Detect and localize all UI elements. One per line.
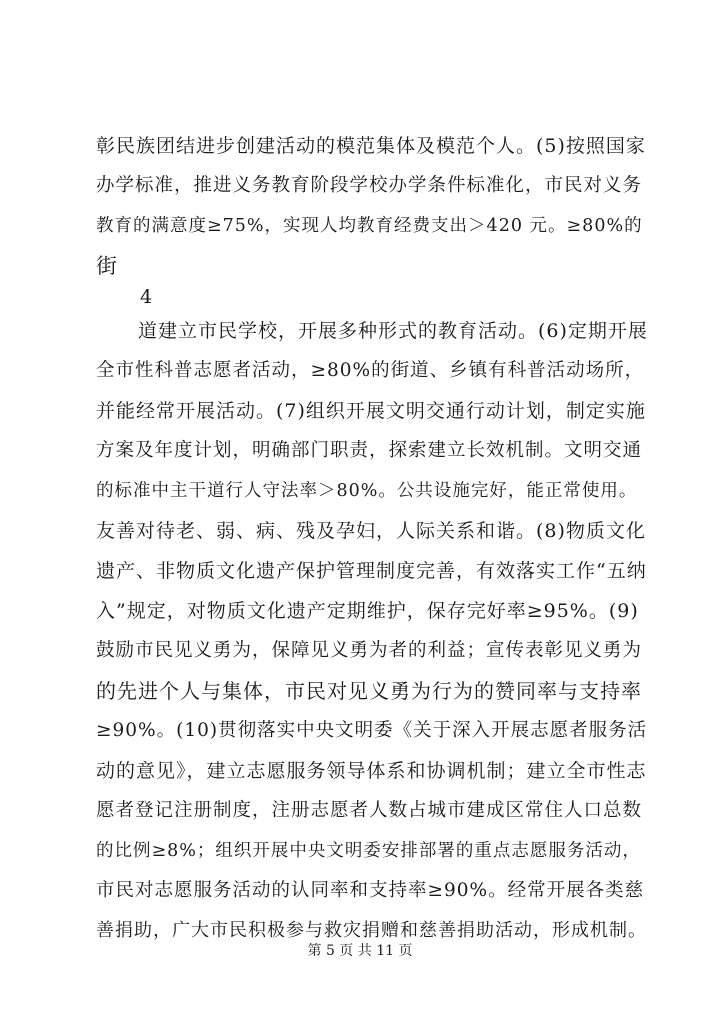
text-line: 的比例≥8%；组织开展中央文明委安排部署的重点志愿服务活动， <box>96 841 641 861</box>
text-line: 彰民族团结进步创建活动的模范集体及模范个人。(5)按照国家 <box>96 135 646 157</box>
text-line: 的标准中主干道行人守法率＞80%。公共设施完好，能正常使用。 <box>96 481 638 501</box>
text-line: 道建立市民学校，开展多种形式的教育活动。(6)定期开展 <box>138 320 648 342</box>
text-line: 遗产、非物质文化遗产保护管理制度完善，有效落实工作“五纳 <box>96 560 647 582</box>
text-line: 街 <box>96 254 118 278</box>
text-line: 市民对志愿服务活动的认同率和支持率≥90%。经常开展各类慈 <box>96 880 645 901</box>
page-marker: 4 <box>140 286 153 308</box>
text-line: 全市性科普志愿者活动，≥80%的街道、乡镇有科普活动场所， <box>96 360 645 381</box>
text-line: 教育的满意度≥75%，实现人均教育经费支出＞420 元。≥80%的 <box>96 216 643 236</box>
text-line: 办学标准，推进义务教育阶段学校办学条件标准化，市民对义务 <box>96 175 643 196</box>
text-line: 善捐助，广大市民积极参与救灾捐赠和慈善捐助活动，形成机制。 <box>96 920 647 941</box>
text-line: 动的意见》，建立志愿服务领导体系和协调机制；建立全市性志 <box>96 760 647 782</box>
page-footer: 第 5 页 共 11 页 <box>307 943 413 959</box>
text-line: 入”规定，对物质文化遗产定期维护，保存完好率≥95%。(9) <box>96 600 639 622</box>
text-line: 鼓励市民见义勇为，保障见义勇为者的利益；宣传表彰见义勇为 <box>96 640 643 661</box>
text-line: 方案及年度计划，明确部门职责，探索建立长效机制。文明交通 <box>96 440 643 461</box>
text-line: 友善对待老、弱、病、残及孕妇，人际关系和谐。(8)物质文化 <box>96 520 646 542</box>
text-line: 并能经常开展活动。(7)组织开展文明交通行动计划，制定实施 <box>96 400 646 422</box>
text-line: 的先进个人与集体，市民对见义勇为行为的赞同率与支持率 <box>96 679 642 703</box>
text-line: 愿者登记注册制度，注册志愿者人数占城市建成区常住人口总数 <box>96 800 643 821</box>
text-line: ≥90%。(10)贯彻落实中央文明委《关于深入开展志愿者服务活 <box>96 720 648 741</box>
